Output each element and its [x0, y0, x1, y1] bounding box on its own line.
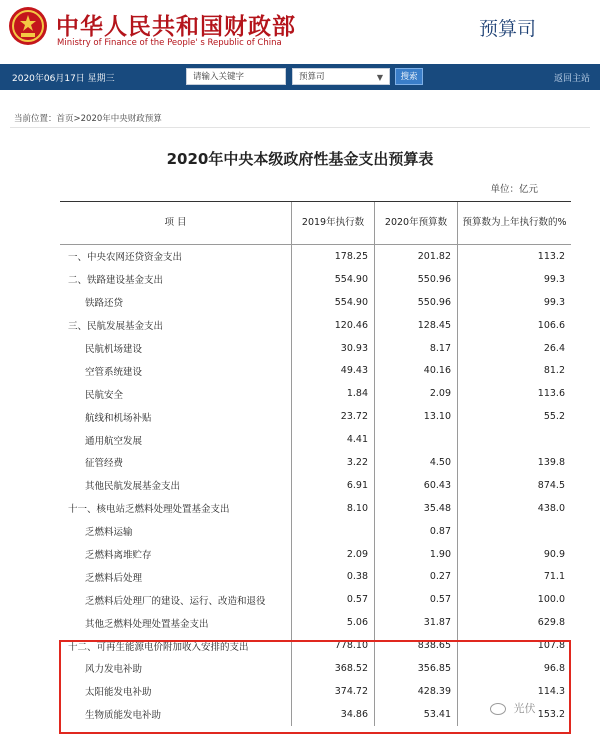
cell-pct: 81.2 [543, 365, 565, 377]
table-row [60, 474, 571, 497]
table-row [60, 611, 571, 634]
cell-item: 乏燃料后处理 [60, 565, 292, 588]
page-title: 2020年中央本级政府性基金支出预算表 [166, 150, 434, 168]
cell-pct: 114.3 [537, 685, 565, 697]
cell-pct: 106.6 [537, 319, 565, 331]
cell-item: 铁路还贷 [60, 291, 292, 314]
cell-pct: 113.6 [537, 388, 565, 400]
cell-pct: 153.2 [537, 708, 565, 720]
cell-item: 二、铁路建设基金支出 [60, 268, 292, 291]
table-row [60, 382, 571, 405]
table-row [60, 565, 571, 588]
cell-2019: 34.86 [292, 703, 375, 726]
national-emblem-icon [8, 6, 48, 46]
cell-item: 乏燃料离堆贮存 [60, 543, 292, 566]
cell-item: 其他乏燃料处理处置基金支出 [60, 611, 292, 634]
cell-2019: 554.90 [292, 291, 375, 314]
cell-pct: 629.8 [537, 617, 565, 629]
cell-2020: 128.45 [375, 314, 458, 337]
site-name-en: Ministry of Finance of the People' s Republic of China [57, 38, 282, 48]
table-row [60, 359, 571, 382]
cell-pct [458, 428, 571, 451]
table-row [60, 588, 571, 611]
search-scope-value: 预算司 [299, 72, 325, 82]
table-row [60, 291, 571, 314]
cell-pct: 100.0 [537, 594, 565, 606]
cell-2020: 356.85 [375, 657, 458, 680]
cell-2020: 2.09 [375, 382, 458, 405]
table-row [60, 268, 571, 291]
cell-item: 航线和机场补贴 [60, 405, 292, 428]
cell-item: 征管经费 [60, 451, 292, 474]
cell-pct: 99.3 [543, 296, 565, 308]
cell-item: 一、中央农网还贷资金支出 [60, 245, 292, 268]
cell-item: 三、民航发展基金支出 [60, 314, 292, 337]
cell-item: 风力发电补助 [60, 657, 292, 680]
budget-table [60, 201, 571, 726]
cell-2020: 35.48 [375, 497, 458, 520]
table-row [60, 657, 571, 680]
header-2019: 2019年执行数 [292, 202, 375, 244]
cell-pct: 90.9 [543, 548, 565, 560]
department-name: 预算司 [478, 18, 536, 40]
cell-pct: 96.8 [543, 662, 565, 674]
cell-2020: 1.90 [375, 543, 458, 566]
table-row [60, 634, 571, 657]
cell-item: 民航机场建设 [60, 337, 292, 360]
cell-pct: 139.8 [537, 456, 565, 468]
cell-item: 太阳能发电补助 [60, 680, 292, 703]
unit-label: 单位：亿元 [490, 184, 538, 195]
cell-2020: 0.27 [375, 565, 458, 588]
cell-item: 生物质能发电补助 [60, 703, 292, 726]
table-row [60, 245, 571, 268]
cell-2019: 778.10 [292, 634, 375, 657]
table-body [60, 245, 571, 726]
table-row [60, 314, 571, 337]
search-button[interactable]: 搜索 [395, 68, 423, 85]
cell-2019: 120.46 [292, 314, 375, 337]
header-item: 项 目 [60, 202, 292, 244]
cell-pct: 113.2 [537, 250, 565, 262]
cell-pct: 71.1 [543, 571, 565, 583]
cell-2019 [292, 520, 375, 543]
cell-2020: 40.16 [375, 359, 458, 382]
watermark [490, 700, 536, 716]
table-row [60, 451, 571, 474]
cell-2020: 13.10 [375, 405, 458, 428]
cell-2020: 550.96 [375, 268, 458, 291]
breadcrumb: 当前位置：首页>2020年中央财政预算 [14, 114, 162, 124]
cell-2020: 4.50 [375, 451, 458, 474]
cell-2020: 838.65 [375, 634, 458, 657]
site-name-cn: 中华人民共和国财政部 [56, 14, 296, 40]
cell-item: 民航安全 [60, 382, 292, 405]
cell-2019: 23.72 [292, 405, 375, 428]
site-header [0, 0, 600, 62]
table-row [60, 497, 571, 520]
table-row [60, 428, 571, 451]
top-nav-bar [0, 64, 600, 90]
cell-2020: 53.41 [375, 703, 458, 726]
cell-item: 十二、可再生能源电价附加收入安排的支出 [60, 634, 292, 657]
cell-item: 十一、核电站乏燃料处理处置基金支出 [60, 497, 292, 520]
cell-2019: 554.90 [292, 268, 375, 291]
cell-2019: 368.52 [292, 657, 375, 680]
cell-2020: 201.82 [375, 245, 458, 268]
table-row [60, 337, 571, 360]
cell-2019: 30.93 [292, 337, 375, 360]
cell-2019: 6.91 [292, 474, 375, 497]
cell-item: 通用航空发展 [60, 428, 292, 451]
wechat-icon [490, 703, 506, 715]
cell-2020: 0.57 [375, 588, 458, 611]
cell-2020 [375, 428, 458, 451]
search-scope-select[interactable] [292, 68, 390, 85]
home-link[interactable]: 返回主站 [553, 74, 590, 84]
header-2020: 2020年预算数 [375, 202, 458, 244]
cell-pct: 26.4 [543, 342, 565, 354]
cell-item: 其他民航发展基金支出 [60, 474, 292, 497]
cell-pct: 99.3 [543, 273, 565, 285]
cell-2020: 550.96 [375, 291, 458, 314]
cell-2019: 4.41 [292, 428, 375, 451]
cell-2019: 374.72 [292, 680, 375, 703]
cell-pct [458, 520, 571, 543]
watermark-text: 光伏 [513, 702, 536, 715]
cell-2019: 1.84 [292, 382, 375, 405]
cell-item: 乏燃料后处理厂的建设、运行、改造和退役 [60, 588, 292, 611]
cell-pct: 55.2 [543, 411, 565, 423]
table-row [60, 405, 571, 428]
cell-2020: 31.87 [375, 611, 458, 634]
cell-2020: 60.43 [375, 474, 458, 497]
cell-2019: 2.09 [292, 543, 375, 566]
cell-2020: 0.87 [375, 520, 458, 543]
cell-pct: 438.0 [537, 502, 565, 514]
cell-2019: 0.57 [292, 588, 375, 611]
table-row [60, 543, 571, 566]
cell-2020: 428.39 [375, 680, 458, 703]
cell-2019: 0.38 [292, 565, 375, 588]
cell-2019: 5.06 [292, 611, 375, 634]
divider [10, 127, 590, 128]
cell-2019: 8.10 [292, 497, 375, 520]
search-input[interactable]: 请输入关键字 [186, 68, 286, 85]
cell-pct: 874.5 [537, 479, 565, 491]
chevron-down-icon: ▼ [376, 73, 383, 82]
cell-2019: 3.22 [292, 451, 375, 474]
cell-item: 乏燃料运输 [60, 520, 292, 543]
cell-2019: 49.43 [292, 359, 375, 382]
header-pct: 预算数为上年执行数的% [462, 217, 567, 228]
table-header [60, 202, 571, 245]
cell-pct: 107.8 [537, 640, 565, 652]
current-date: 2020年06月17日 星期三 [12, 74, 115, 84]
table-row [60, 520, 571, 543]
cell-item: 空管系统建设 [60, 359, 292, 382]
cell-2020: 8.17 [375, 337, 458, 360]
cell-2019: 178.25 [292, 245, 375, 268]
